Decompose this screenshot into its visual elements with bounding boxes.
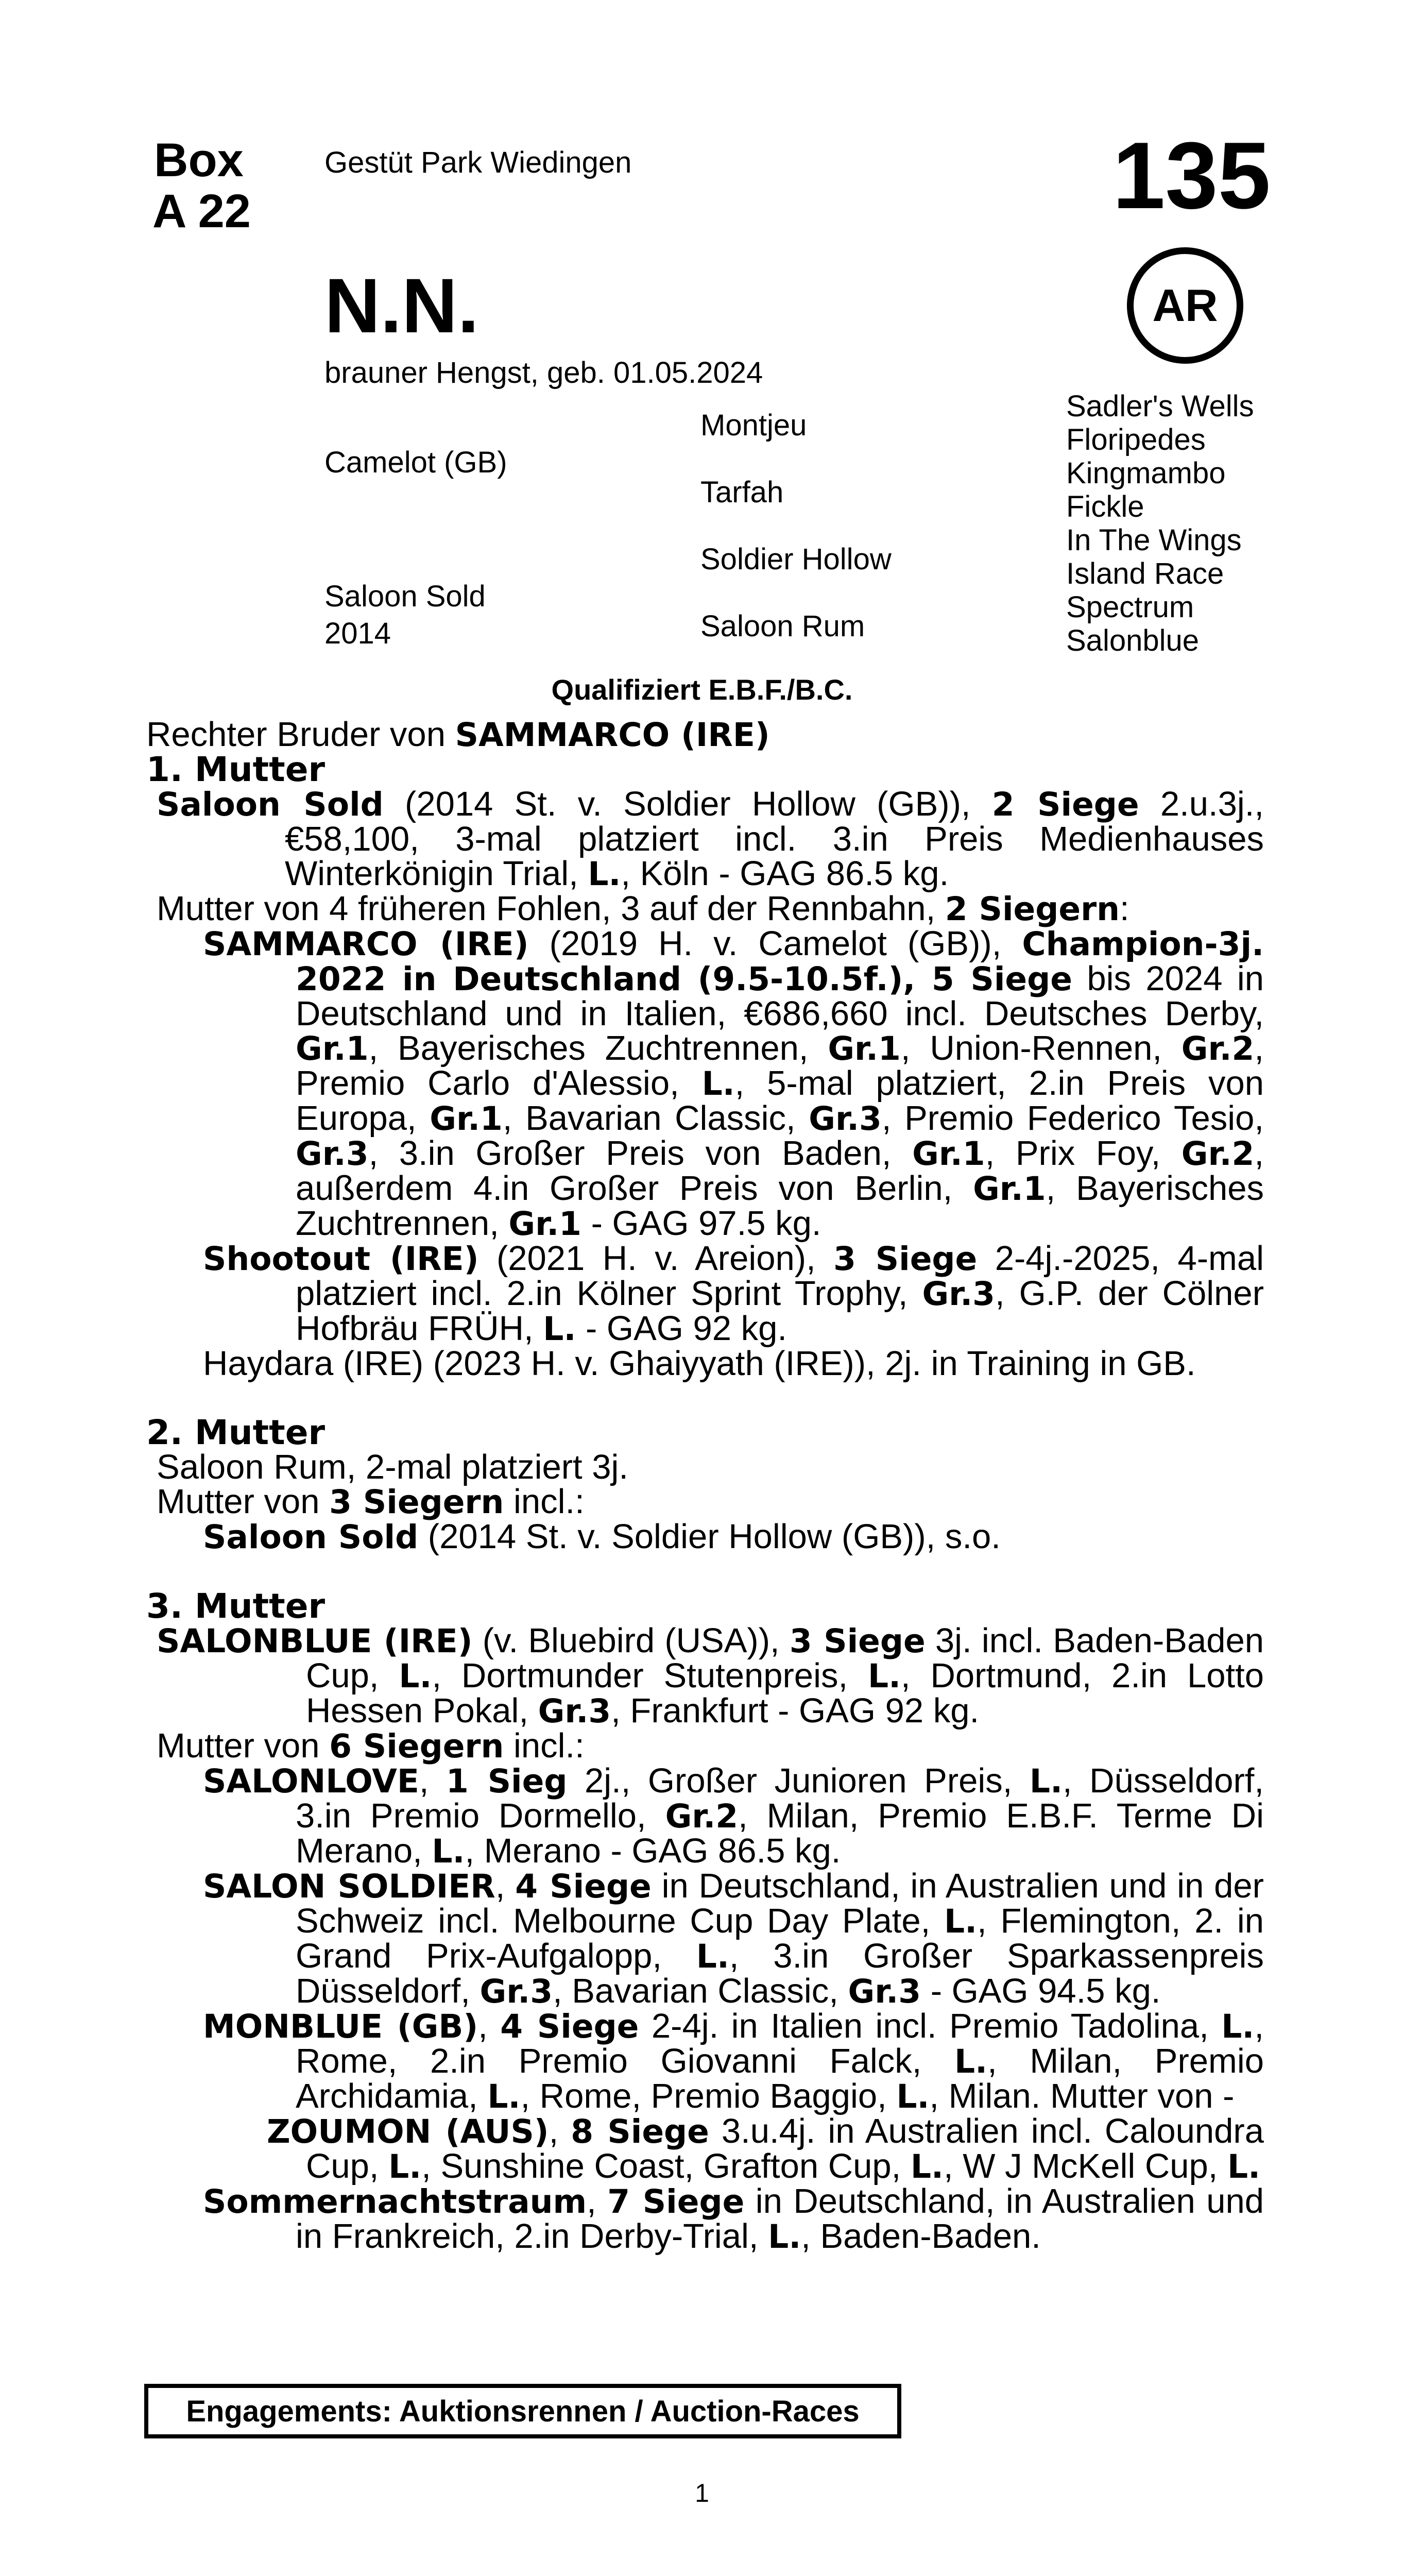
pedigree-gen2-item: Tarfah (700, 476, 784, 509)
horse-name: N.N. (324, 262, 479, 349)
engagements-label: Engagements: Auktionsrennen / Auction-Races (186, 2394, 860, 2428)
sibling-entry: Haydara (IRE) (2023 H. v. Ghaiyyath (IRE)), 2j. in Training in GB. (203, 1344, 1196, 1383)
pedigree-gen3-item: In The Wings (1066, 523, 1242, 557)
brother-name: SAMMARCO (IRE) (455, 716, 770, 754)
sibling-entry: Saloon Sold (2014 St. v. Soldier Hollow (GB)), s.o. (203, 1517, 1001, 1556)
sibling-entry: MONBLUE (GB), 4 Siege 2-4j. in Italien incl. Premio Tadolina, L., Rome, 2.in Premio Giovanni Falck, L., Milan, Premio Archidamia, L., Rome, Premio Baggio, L., Milan. Mutter von - (203, 2007, 1264, 2115)
ar-badge-icon (1127, 247, 1243, 364)
mutter-line: Mutter von 4 früheren Fohlen, 3 auf der Rennbahn, 2 Siegern: (157, 889, 1129, 928)
pedigree-gen3-item: Spectrum (1066, 590, 1194, 624)
mutter-line: Mutter von 6 Siegern incl.: (157, 1726, 585, 1765)
brother-line: Rechter Bruder von SAMMARCO (IRE) (146, 715, 770, 754)
box-label (152, 135, 251, 238)
section-header-3: 3. Mutter (146, 1586, 326, 1626)
pedigree-gen3-item: Fickle (1066, 490, 1144, 523)
pedigree-gen2-item: Saloon Rum (700, 609, 865, 643)
sibling-entry: SAMMARCO (IRE) (2019 H. v. Camelot (GB)), Champion-3j. 2022 in Deutschland (9.5-10.5f.), 5 Siege bis 2024 in Deutschland und in Italien, €686,660 incl. Deutsches Derby, Gr.1, Bayerisches Zuchtrennen, Gr.1, Union-Rennen, Gr.2, Premio Carlo d'Alessio, L., 5-mal platziert, 2.in Preis von Europa, Gr.1, Bavarian Classic, Gr.3, Premio Federico Tesio, Gr.3, 3.in Großer Preis von Baden, Gr.1, Prix Foy, Gr.2, außerdem 4.in Großer Preis von Berlin, Gr.1, Bayerisches Zuchtrennen, Gr.1 - GAG 97.5 kg. (203, 924, 1264, 1243)
pedigree-gen3-item: Salonblue (1066, 624, 1199, 657)
spacer (146, 1554, 1264, 1589)
box-label-line1: Box (154, 134, 244, 187)
pedigree-gen3-item: Kingmambo (1066, 456, 1226, 490)
box-label-line2: A 22 (152, 185, 251, 238)
sibling-entry: Sommernachtstraum, 7 Siege in Deutschland, in Australien und in Frankreich, 2.in Derby-Trial, L., Baden-Baden. (203, 2182, 1264, 2256)
granddam-produce-entry: ZOUMON (AUS), 8 Siege 3.u.4j. in Australien incl. Caloundra Cup, L., Sunshine Coast, Grafton Cup, L., W J McKell Cup, L. (267, 2112, 1264, 2185)
stud-name: Gestüt Park Wiedingen (324, 146, 632, 179)
pedigree-gen3-item: Island Race (1066, 557, 1224, 590)
qualification: Qualifiziert E.B.F./B.C. (551, 673, 853, 706)
pedigree-gen3 (1066, 389, 1254, 657)
catalogue-body (146, 717, 1264, 2254)
mutter-line: Mutter von 3 Siegern incl.: (157, 1482, 585, 1521)
pedigree-dam: Saloon Sold (324, 580, 486, 613)
pedigree-gen2-item: Soldier Hollow (700, 543, 892, 576)
section-header-2: 2. Mutter (146, 1413, 326, 1452)
dam-entry: Saloon Sold (2014 St. v. Soldier Hollow (GB)), 2 Siege 2.u.3j., €58,100, 3-mal platziert incl. 3.in Preis Medienhauses Winterkönigin Trial, L., Köln - GAG 86.5 kg. (157, 785, 1264, 893)
dam-entry: SALONBLUE (IRE) (v. Bluebird (USA)), 3 Siege 3j. incl. Baden-Baden Cup, L., Dortmunder Stutenpreis, L., Dortmund, 2.in Lotto Hessen Pokal, Gr.3, Frankfurt - GAG 92 kg. (157, 1621, 1264, 1730)
lot-number: 135 (1112, 122, 1271, 228)
pedigree-dam-year: 2014 (324, 617, 391, 650)
ar-badge-label: AR (1152, 280, 1218, 331)
sibling-entry: SALONLOVE, 1 Sieg 2j., Großer Junioren Preis, L., Düsseldorf, 3.in Premio Dormello, Gr.2, Milan, Premio E.B.F. Terme Di Merano, L., Merano - GAG 86.5 kg. (203, 1761, 1264, 1870)
pedigree-gen3-item: Sadler's Wells (1066, 389, 1254, 423)
pedigree-gen3-item: Floripedes (1066, 423, 1206, 456)
spacer (146, 1381, 1264, 1415)
page-number: 1 (695, 2479, 709, 2507)
sibling-entry: Shootout (IRE) (2021 H. v. Areion), 3 Siege 2-4j.-2025, 4-mal platziert incl. 2.in Kölner Sprint Trophy, Gr.3, G.P. der Cölner Hofbräu FRÜH, L. - GAG 92 kg. (203, 1239, 1264, 1348)
horse-description: brauner Hengst, geb. 01.05.2024 (324, 356, 763, 389)
pedigree-sire: Camelot (GB) (324, 446, 507, 479)
pedigree-gen2-item: Montjeu (700, 409, 807, 442)
engagements-box (144, 2384, 901, 2438)
dam-entry: Saloon Rum, 2-mal platziert 3j. (157, 1448, 629, 1486)
section-header-1: 1. Mutter (146, 750, 326, 789)
sibling-entry: SALON SOLDIER, 4 Siege in Deutschland, in Australien und in der Schweiz incl. Melbourne Cup Day Plate, L., Flemington, 2. in Grand Prix-Aufgalopp, L., 3.in Großer Sparkassenpreis Düsseldorf, Gr.3, Bavarian Classic, Gr.3 - GAG 94.5 kg. (203, 1867, 1264, 2010)
